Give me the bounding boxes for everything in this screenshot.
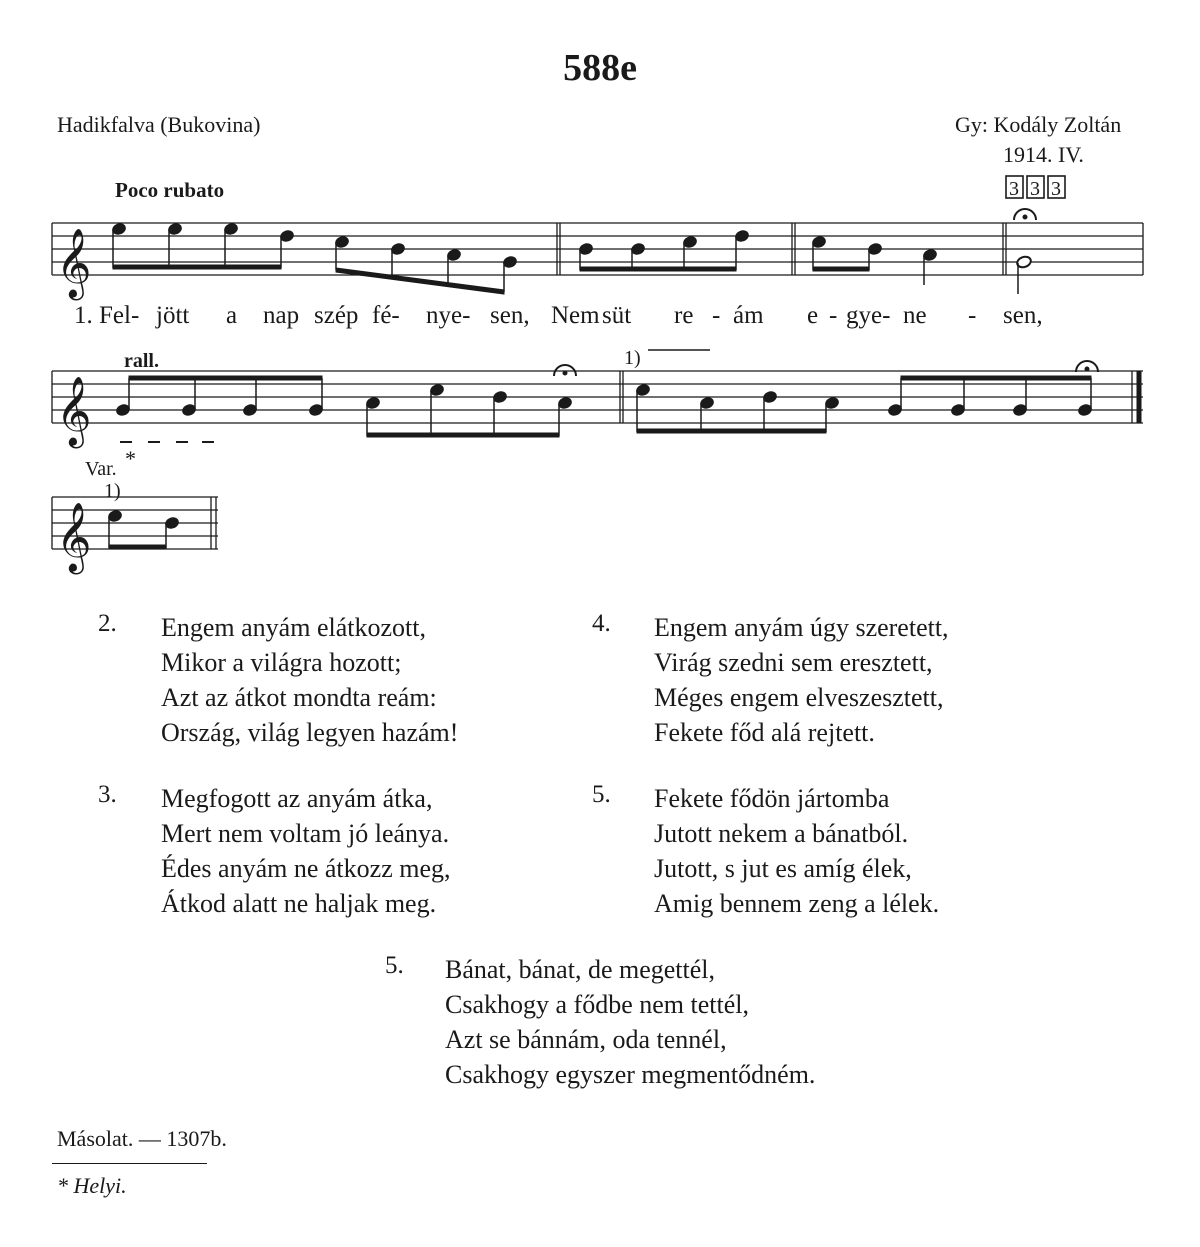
verse-number: 2. xyxy=(98,610,117,637)
variant-footnote: 1) xyxy=(104,480,121,502)
lyric-syllable: - xyxy=(829,302,838,329)
verse-number: 5. xyxy=(385,952,404,979)
lyric-syllable: nap xyxy=(263,302,300,329)
verse-line: Amig bennem zeng a lélek. xyxy=(654,889,940,918)
verse-line: Édes anyám ne átkozz meg, xyxy=(161,854,451,883)
notes-staff-1 xyxy=(111,209,1036,294)
cadence-digit: 3 xyxy=(1009,178,1019,200)
music-score xyxy=(0,0,1200,600)
page-title: 588e xyxy=(563,47,637,89)
verse-number: 3. xyxy=(98,781,117,808)
source-note: Másolat. — 1307b. xyxy=(57,1126,227,1151)
lyric-syllable: 1. Fel- xyxy=(74,302,140,329)
verse-line: Bánat, bánat, de megettél, xyxy=(445,955,716,984)
rall-marking: rall. xyxy=(124,350,159,372)
date-label: 1914. IV. xyxy=(1003,142,1084,167)
cadence-digit: 3 xyxy=(1051,178,1061,200)
lyric-syllable: gye- xyxy=(846,302,891,329)
verse-number: 5. xyxy=(592,781,611,808)
footnote-divider xyxy=(52,1163,207,1164)
verse-line: Engem anyám elátkozott, xyxy=(161,613,426,642)
verse-line: Átkod alatt ne haljak meg. xyxy=(161,889,437,918)
verse-line: Virág szedni sem eresztett, xyxy=(654,648,933,677)
lyric-syllable: - xyxy=(712,302,721,329)
verse-line: Fekete fődön jártomba xyxy=(654,784,890,813)
treble-clef-icon: 𝄞 xyxy=(56,502,92,572)
footnote-text: * Helyi. xyxy=(57,1173,127,1198)
verse-line: Jutott nekem a bánatból. xyxy=(654,819,909,848)
verse-line: Azt az átkot mondta reám: xyxy=(161,683,437,712)
lyric-syllable: sen, xyxy=(1003,302,1043,329)
verse-line: Megfogott az anyám átka, xyxy=(161,784,433,813)
place-label: Hadikfalva (Bukovina) xyxy=(57,112,261,137)
verse-line: Méges engem elveszesztett, xyxy=(654,683,944,712)
verse-line: Mert nem voltam jó leánya. xyxy=(161,819,450,848)
tempo-marking: Poco rubato xyxy=(115,178,225,202)
lyric-syllable: re xyxy=(674,302,694,329)
cadence-digit: 3 xyxy=(1030,178,1040,200)
lyric-syllable: a xyxy=(226,302,238,329)
lyric-syllable: ám xyxy=(733,302,764,329)
verse-line: Ország, világ legyen hazám! xyxy=(161,718,459,747)
treble-clef-icon: 𝄞 xyxy=(56,228,92,298)
verse-line: Mikor a világra hozott; xyxy=(161,648,402,677)
lyric-syllable: Nem xyxy=(551,302,600,329)
variant-asterisk: * xyxy=(125,446,136,471)
verse-line: Fekete főd alá rejtett. xyxy=(654,718,875,747)
lyric-syllable: e xyxy=(807,302,819,329)
verse-line: Jutott, s jut es amíg élek, xyxy=(654,854,912,883)
lyric-syllable: szép xyxy=(314,302,359,329)
verse-line: Azt se bánnám, oda tennél, xyxy=(445,1025,727,1054)
lyric-syllable: ne xyxy=(903,302,927,329)
lyric-syllable: - xyxy=(968,302,977,329)
verse-number: 4. xyxy=(592,610,611,637)
verse-line: Engem anyám úgy szeretett, xyxy=(654,613,949,642)
notes-staff-3 xyxy=(107,509,180,549)
lyric-syllable: nye- xyxy=(426,302,471,329)
notes-staff-2 xyxy=(115,350,1098,442)
lyric-syllable: jött xyxy=(156,302,190,329)
lyric-syllable: sen, xyxy=(490,302,530,329)
variant-label: Var. xyxy=(85,458,117,480)
collector-label: Gy: Kodály Zoltán xyxy=(955,112,1122,137)
verse-line: Csakhogy egyszer megmentődném. xyxy=(445,1060,816,1089)
lyric-syllable: fé- xyxy=(372,302,400,329)
treble-clef-icon: 𝄞 xyxy=(56,376,92,446)
footnote-marker: 1) xyxy=(624,347,641,369)
lyric-syllable: süt xyxy=(602,302,632,329)
verse-line: Csakhogy a fődbe nem tettél, xyxy=(445,990,749,1019)
